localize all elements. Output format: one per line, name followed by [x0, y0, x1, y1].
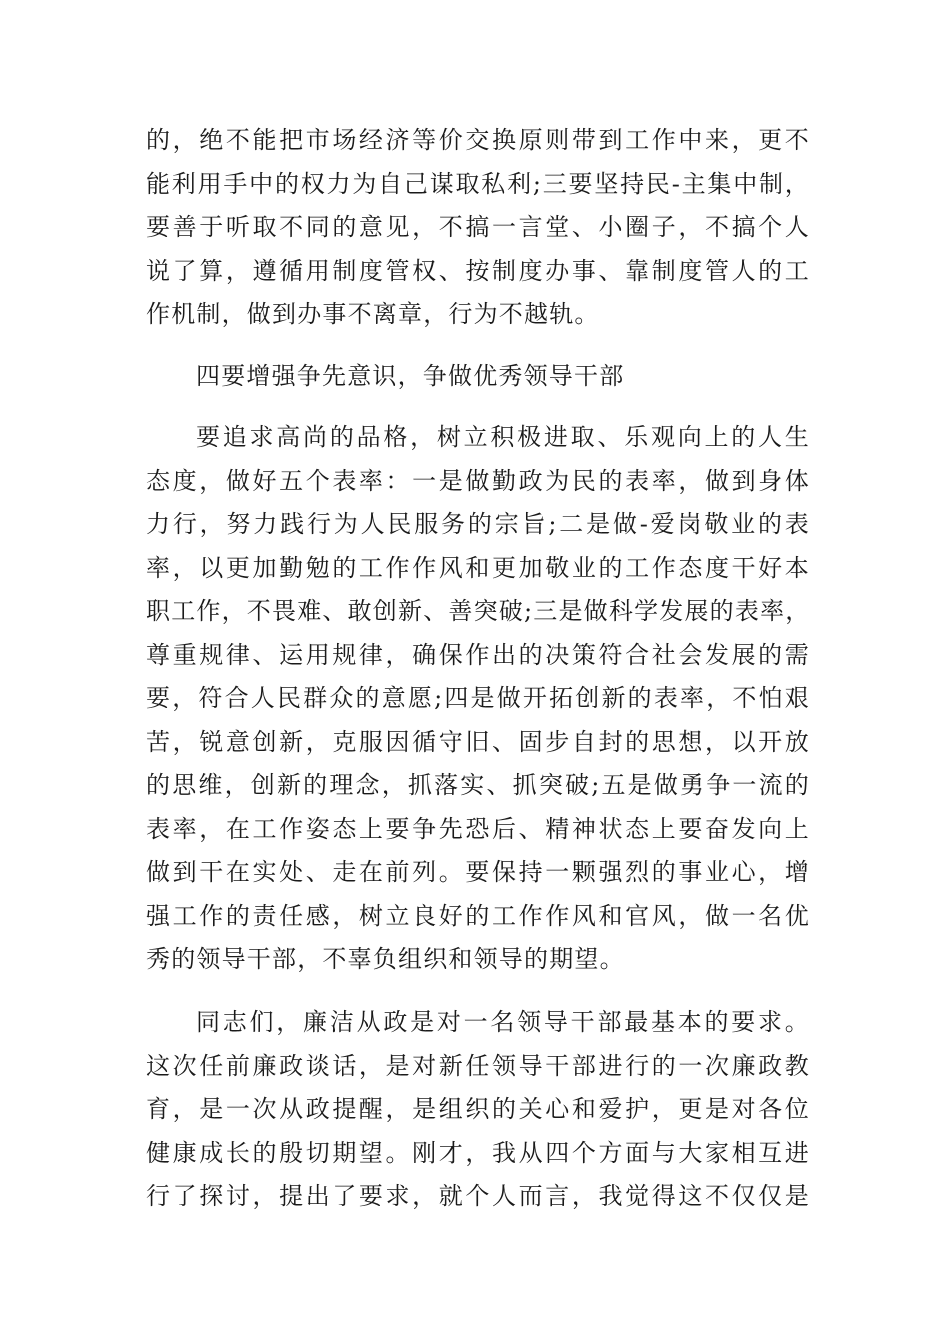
- paragraph-p3: [146, 1001, 810, 1219]
- text-line: 率，以更加勤勉的工作作风和更加敬业的工作态度干好本: [146, 553, 810, 582]
- paragraph-p2: [146, 416, 810, 982]
- text-line: 要善于听取不同的意见，不搞一言堂、小圈子，不搞个人: [146, 213, 810, 241]
- text-line: 健康成长的殷切期望。刚才，我从四个方面与大家相互进: [146, 1138, 810, 1167]
- text-line: 要追求高尚的品格，树立积极进取、乐观向上的人生: [196, 423, 810, 451]
- text-line: 育，是一次从政提醒，是组织的关心和爱护，更是对各位: [146, 1095, 810, 1123]
- text-line: 同志们，廉洁从政是对一名领导干部最基本的要求。: [196, 1008, 810, 1036]
- text-line: 态度，做好五个表率：一是做勤政为民的表率，做到身体: [146, 466, 810, 495]
- text-line: 强工作的责任感，树立良好的工作作风和官风，做一名优: [146, 901, 810, 930]
- text-line: 职工作，不畏难、敢创新、善突破;三是做科学发展的表率，: [146, 597, 811, 625]
- text-line: 尊重规律、运用规律，确保作出的决策符合社会发展的需: [146, 640, 810, 669]
- text-line: 行了探讨，提出了要求，就个人而言，我觉得这不仅仅是: [146, 1182, 810, 1210]
- paragraph-p1: [146, 119, 810, 337]
- text-line: 这次任前廉政谈话，是对新任领导干部进行的一次廉政教: [146, 1051, 810, 1080]
- text-line: 力行，努力践行为人民服务的宗旨;二是做-爱岗敬业的表: [146, 510, 810, 538]
- text-line: 能利用手中的权力为自己谋取私利;三要坚持民-主集中制，: [146, 169, 810, 198]
- text-line: 苦，锐意创新，克服因循守旧、固步自封的思想，以开放: [146, 727, 810, 756]
- heading-line: 四要增强争先意识，争做优秀领导干部: [196, 362, 625, 390]
- text-line: 秀的领导干部，不辜负组织和领导的期望。: [146, 945, 625, 973]
- text-line: 要，符合人民群众的意愿;四是做开拓创新的表率，不怕艰: [146, 684, 810, 712]
- text-line: 做到干在实处、走在前列。要保持一颗强烈的事业心，增: [146, 858, 810, 886]
- section-heading: [146, 355, 810, 399]
- text-line: 表率，在工作姿态上要争先恐后、精神状态上要奋发向上: [146, 814, 810, 843]
- text-line: 的思维，创新的理念，抓落实、抓突破;五是做勇争一流的: [146, 771, 810, 799]
- text-line: 的，绝不能把市场经济等价交换原则带到工作中来，更不: [146, 126, 810, 154]
- text-line: 说了算，遵循用制度管权、按制度办事、靠制度管人的工: [146, 256, 810, 285]
- text-line: 作机制，做到办事不离章，行为不越轨。: [146, 300, 600, 328]
